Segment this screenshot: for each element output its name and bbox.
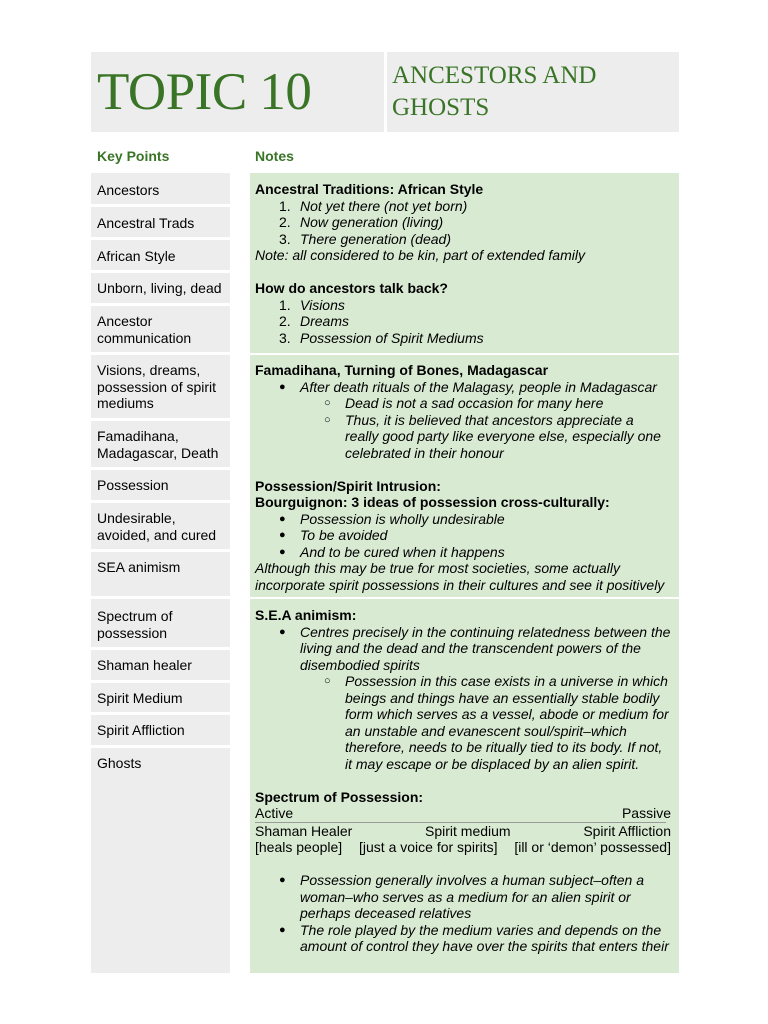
spectrum-desc: [heals people] xyxy=(255,839,343,855)
spectrum-label: Shaman Healer xyxy=(255,822,353,839)
key-point-item: Ghosts xyxy=(97,755,142,771)
topic-subtitle xyxy=(392,60,596,124)
key-point-item: Ancestral Trads xyxy=(97,215,195,231)
spectrum-label: Spirit Affliction xyxy=(583,822,671,839)
spectrum-label: Spirit medium xyxy=(425,822,511,839)
divider xyxy=(91,680,230,683)
section-heading: How do ancestors talk back? xyxy=(255,280,448,296)
key-point-item: Spirit Affliction xyxy=(97,722,185,738)
list-item: ● To be avoided xyxy=(255,527,679,544)
list-item: ○ Possession in this case exists in a universe in which beings and things have an essentially stable bodily form which serves as a vessel, abode or medium for an unstable and evanescent soul/spirit–which therefore, needs to be ritually tied to its body. If not, it may escape or be displaced by an alien spirit. xyxy=(255,673,679,772)
section-heading: Possession/Spirit Intrusion: xyxy=(255,477,441,494)
notes-header: Notes xyxy=(255,148,294,164)
divider xyxy=(91,303,230,306)
list-item: 3. There generation (dead) xyxy=(279,230,451,247)
key-point-item: Visions, dreams, possession of spirit mediums xyxy=(97,362,217,411)
divider xyxy=(91,596,230,599)
key-point-item: SEA animism xyxy=(97,559,181,575)
key-point-item: Ancestors xyxy=(97,182,160,198)
section-heading: Bourguignon: 3 ideas of possession cross-culturally: xyxy=(255,494,610,510)
subtitle-panel xyxy=(387,52,679,132)
divider xyxy=(91,352,230,355)
spectrum-descriptions xyxy=(255,839,671,856)
divider xyxy=(91,204,230,207)
subtitle-line-2: GHOSTS xyxy=(392,94,490,121)
divider xyxy=(91,549,230,552)
list-item: ● The role played by the medium varies and depends on the amount of control they have over the spirits that enters their xyxy=(255,922,679,955)
key-point-item: Possession xyxy=(97,477,169,493)
list-item: ● Possession generally involves a human subject–often a woman–who serves as a medium for an alien spirit or perhaps deceased relatives xyxy=(255,872,679,922)
section-heading: Ancestral Traditions: African Style xyxy=(255,181,484,197)
list-item: 2. Dreams xyxy=(279,313,350,329)
list-item: 1. Not yet there (not yet born) xyxy=(279,197,468,214)
list-item: 3. Possession of Spirit Mediums xyxy=(279,329,484,346)
key-point-item: Famadihana, Madagascar, Death xyxy=(97,428,219,461)
list-item: ● After death rituals of the Malagasy, people in Madagascar xyxy=(255,379,679,396)
divider xyxy=(91,467,230,470)
section-heading: S.E.A animism: xyxy=(255,607,357,623)
list-item: ● Centres precisely in the continuing relatedness between the living and the dead and the transcendent powers of the disembodied spirits xyxy=(255,624,679,674)
list-item: ● Possession is wholly undesirable xyxy=(255,511,679,528)
notes-block-2 xyxy=(255,362,679,593)
section-heading: Famadihana, Turning of Bones, Madagascar xyxy=(255,362,549,378)
section-heading: Spectrum of Possession: xyxy=(255,788,424,805)
title-panel xyxy=(91,52,384,132)
list-item: ○ Thus, it is believed that ancestors appreciate a really good party like everyone else, especially one celebrated in their honour xyxy=(255,412,679,462)
key-points-header: Key Points xyxy=(97,148,170,164)
key-point-item: Undesirable, avoided, and cured xyxy=(97,510,217,543)
divider xyxy=(91,500,230,503)
topic-title: TOPIC 10 xyxy=(97,63,312,121)
divider xyxy=(91,745,230,748)
subtitle-line-1: ANCESTORS AND xyxy=(392,62,597,89)
notes-block-3 xyxy=(255,607,679,955)
spectrum-active-label: Active xyxy=(255,805,294,821)
note-text: Although this may be true for most societies, some actually incorporate spirit possessions in their cultures and see it positively xyxy=(255,560,665,593)
spectrum-desc: [ill or ‘demon’ possessed] xyxy=(514,839,671,855)
notes-block-1 xyxy=(255,181,679,346)
key-point-item: Spectrum of possession xyxy=(97,608,173,641)
key-point-item: Unborn, living, dead xyxy=(97,280,222,296)
key-point-item: Shaman healer xyxy=(97,657,192,673)
divider xyxy=(91,237,230,240)
list-item: ● And to be cured when it happens xyxy=(255,544,679,561)
list-item: 2. Now generation (living) xyxy=(279,214,444,230)
divider xyxy=(91,712,230,715)
spectrum-labels xyxy=(255,823,671,840)
key-point-item: Spirit Medium xyxy=(97,690,183,706)
spectrum-desc: [just a voice for spirits] xyxy=(359,839,498,855)
spectrum-ends xyxy=(255,805,671,822)
list-item: 1. Visions xyxy=(279,296,345,313)
divider xyxy=(91,270,230,273)
key-point-item: African Style xyxy=(97,248,176,264)
list-item: ○ Dead is not a sad occasion for many here xyxy=(255,395,679,412)
note-text: Note: all considered to be kin, part of extended family xyxy=(255,247,585,263)
key-point-item: Ancestor communication xyxy=(97,313,192,346)
divider xyxy=(91,418,230,421)
spectrum-passive-label: Passive xyxy=(621,805,671,821)
divider xyxy=(91,647,230,650)
